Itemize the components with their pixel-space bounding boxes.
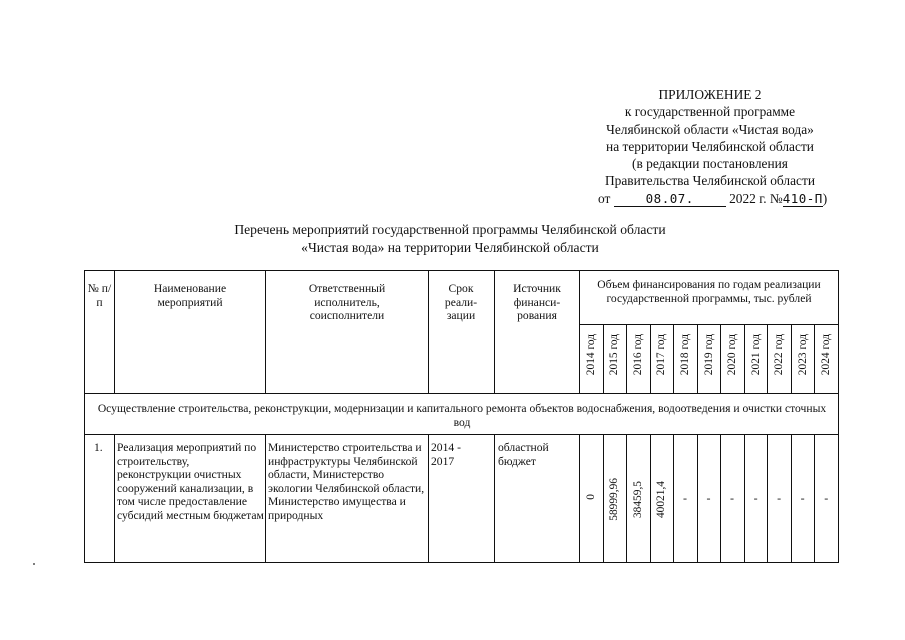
year-col-rule-header: [603, 324, 604, 394]
appendix-line-5: Правительства Челябинской области: [605, 173, 815, 189]
table-border-left: [84, 270, 85, 563]
year-col-rule-row: [650, 434, 651, 563]
header-name: [140, 282, 240, 309]
funding-header-divider: [579, 324, 839, 325]
row-1-executor-text: Министерство строительства и инфраструктуры Челябинской области, Министерство экологии Челябинской области, Министерство имущества и природных: [268, 441, 425, 522]
section-title: [90, 402, 834, 430]
row-rule-4: [494, 434, 495, 563]
value-cell: 0: [584, 494, 597, 500]
value-cell: -: [730, 491, 735, 505]
col-rule-5: [579, 270, 580, 394]
year-col-rule-header: [767, 324, 768, 394]
appendix-line-1: к государственной программе: [624, 104, 796, 120]
row-rule-2: [265, 434, 266, 563]
value-cell: -: [682, 491, 687, 505]
close-paren: ): [822, 190, 828, 206]
header-source-label: Источник финанси-рования: [513, 282, 561, 323]
row-1-executor: [268, 441, 428, 523]
value-cell: -: [706, 491, 711, 505]
year-label: 2022 год: [773, 334, 786, 376]
row-1-source-text: областной бюджет: [498, 441, 549, 468]
row-1-name-text: Реализация мероприятий по строительству, реконструкции очистных сооружений канализации, в том числе предоставление субсидий местным бюджетам: [117, 441, 264, 522]
row-1-name: [117, 441, 265, 523]
year-label: 2014 год: [584, 334, 597, 376]
year-col-rule-row: [791, 434, 792, 563]
year-label: 2020 год: [726, 334, 739, 376]
decree-date: 08.07.: [614, 192, 726, 207]
year-col-rule-row: [744, 434, 745, 563]
year-col-rule-header: [626, 324, 627, 394]
col-rule-4: [494, 270, 495, 394]
year-label: 2021 год: [749, 334, 762, 376]
header-funding: [586, 278, 832, 305]
row-1-term: [431, 441, 477, 468]
year-label: 2018 год: [678, 334, 691, 376]
header-term: [436, 282, 486, 323]
year-col-rule-row: [603, 434, 604, 563]
year-label: 2017 год: [655, 334, 668, 376]
row-1-num: [94, 441, 112, 455]
year-label: 2016 год: [631, 334, 644, 376]
col-rule-3: [428, 270, 429, 394]
decree-number: 410-П: [782, 190, 823, 206]
row-1-source: [498, 441, 576, 468]
header-source: [504, 282, 570, 323]
section-title-text: Осуществление строительства, реконструкции, модернизации и капитального ремонта объектов водоснабжения, водоотведения и очистки сточных вод: [97, 402, 827, 429]
appendix-line-2: Челябинской области «Чистая вода»: [606, 121, 814, 137]
header-executor: [284, 282, 410, 323]
table-border-bottom: [84, 562, 839, 563]
year-col-rule-header: [814, 324, 815, 394]
year-col-rule-header: [720, 324, 721, 394]
year-col-rule-header: [744, 324, 745, 394]
value-cell: -: [753, 491, 758, 505]
value-cell: -: [824, 491, 829, 505]
row-rule-5: [579, 434, 580, 563]
document-title-line-2: «Чистая вода» на территории Челябинской области: [301, 239, 599, 255]
year-label: 2019 год: [702, 334, 715, 376]
year-col-rule-header: [697, 324, 698, 394]
col-rule-1: [114, 270, 115, 394]
year-col-rule-row: [697, 434, 698, 563]
table-border-top: [84, 270, 839, 271]
year-label: 2022 г. №: [729, 190, 783, 206]
margin-dot: [33, 563, 35, 565]
header-num-label: № п/п: [87, 282, 112, 309]
appendix-title: ПРИЛОЖЕНИЕ 2: [658, 87, 762, 102]
appendix-line-4: (в редакции постановления: [632, 156, 788, 172]
col-rule-2: [265, 270, 266, 394]
year-col-rule-header: [650, 324, 651, 394]
row-1-num-text: 1.: [94, 441, 103, 454]
row-rule-1: [114, 434, 115, 563]
year-label: 2024 год: [820, 334, 833, 376]
year-col-rule-header: [791, 324, 792, 394]
year-col-rule-row: [720, 434, 721, 563]
value-cell: 40021,4: [655, 481, 668, 519]
table-border-right: [838, 270, 839, 563]
appendix-line-3: на территории Челябинской области: [606, 138, 814, 154]
year-col-rule-row: [626, 434, 627, 563]
row-1-term-text: 2014 - 2017: [431, 441, 461, 468]
header-executor-label: Ответственный исполнитель, соисполнители: [308, 282, 386, 323]
row-rule-3: [428, 434, 429, 563]
from-label: от: [598, 190, 611, 206]
header-term-label: Срок реали-зации: [444, 282, 478, 323]
value-cell: -: [777, 491, 782, 505]
year-col-rule-row: [767, 434, 768, 563]
value-cell: -: [800, 491, 805, 505]
year-col-rule-row: [814, 434, 815, 563]
year-col-rule-header: [673, 324, 674, 394]
year-label: 2015 год: [608, 334, 621, 376]
header-name-label: Наименование мероприятий: [153, 282, 227, 309]
section-bottom-rule: [84, 434, 839, 435]
header-funding-label: Объем финансирования по годам реализации государственной программы, тыс. рублей: [597, 278, 821, 305]
header-bottom-rule: [84, 393, 839, 394]
year-label: 2023 год: [796, 334, 809, 376]
header-num: [86, 282, 113, 309]
value-cell: 38459,5: [631, 481, 644, 519]
year-col-rule-row: [673, 434, 674, 563]
value-cell: 58999,96: [608, 478, 621, 521]
document-title-line-1: Перечень мероприятий государственной программы Челябинской области: [234, 222, 666, 237]
